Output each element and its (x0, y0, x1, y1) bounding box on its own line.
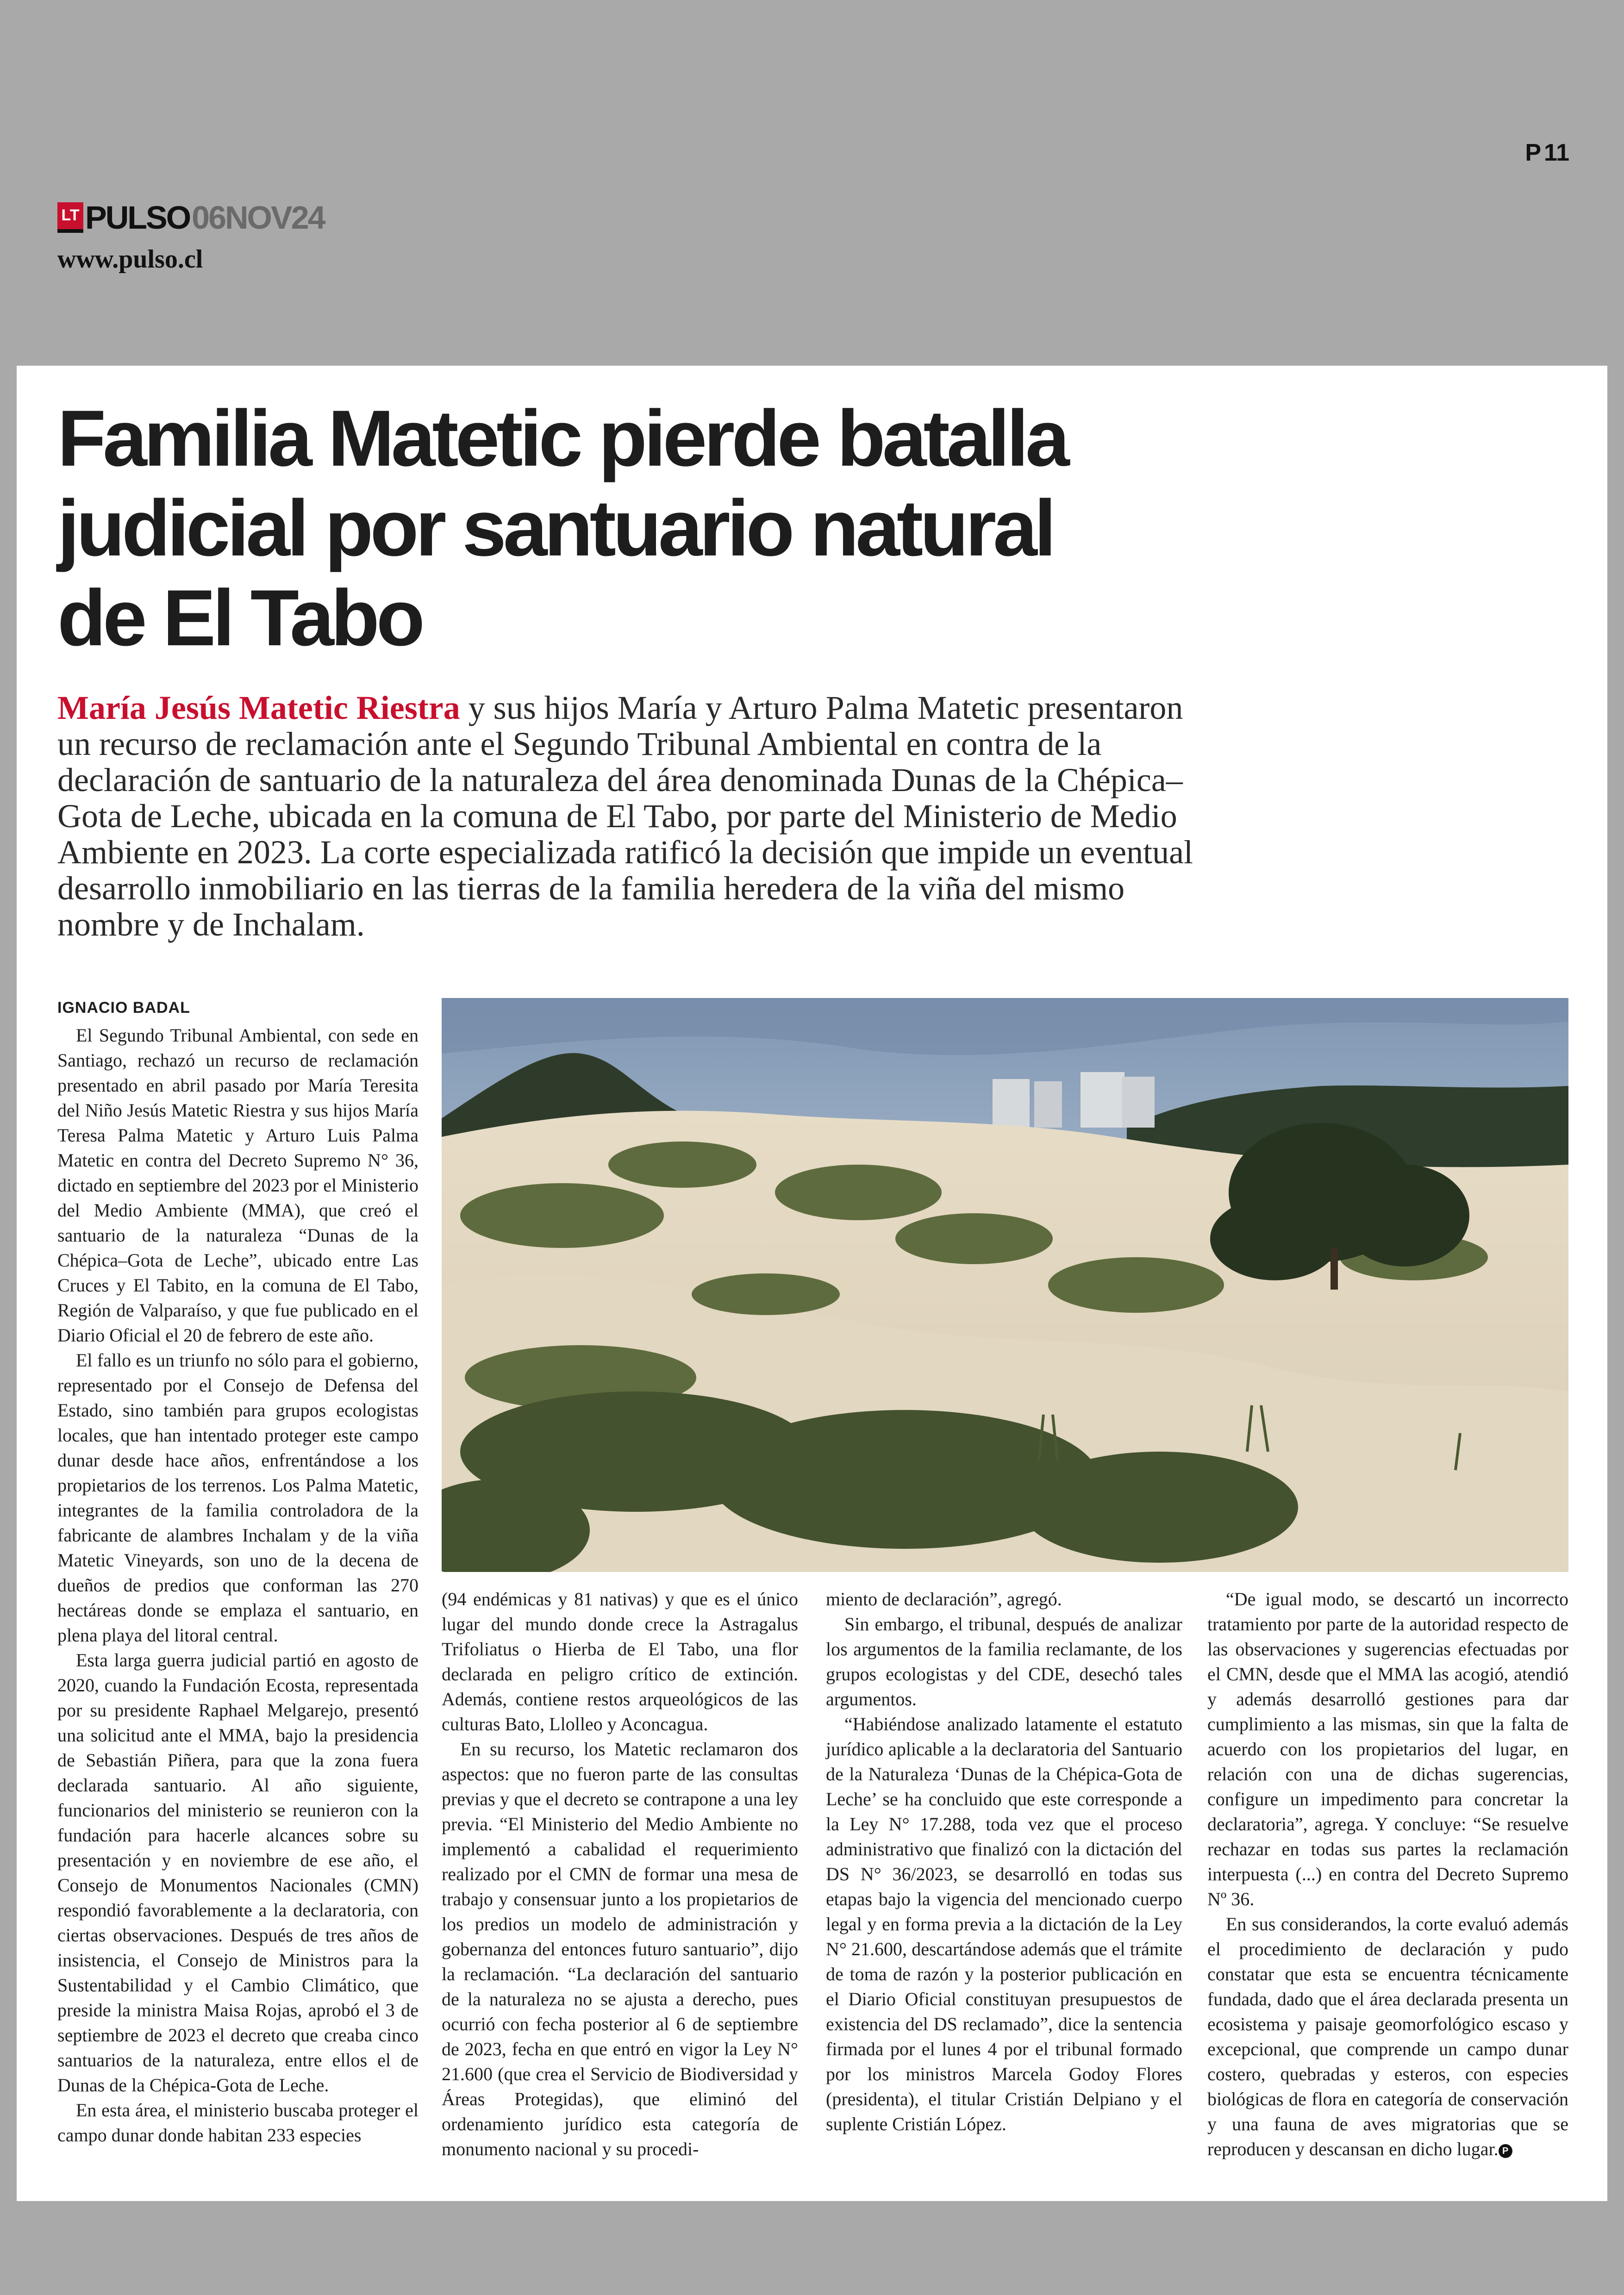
body-column-3 (826, 1587, 1182, 2137)
body-paragraph: En su recurso, los Matetic reclamaron dos aspectos: que no fueron parte de las consultas previas y que el decreto se contrapone a una ley previa. “El Ministerio del Medio Ambiente no implementó a cabalidad el requerimiento realizado por el CMN de formar una mesa de trabajo y consensuar junto a los propietarios de los predios un modelo de administración y gobernanza del entonces futuro santuario”, dijo la reclamación. “La declaración del santuario de la naturaleza no se ajusta a derecho, pues ocurrió con fecha posterior al 6 de septiembre de 2023, fecha en que entró en vigor la Ley N° 21.600 (que crea el Servicio de Biodiversidad y Áreas Protegidas), que eliminó del ordenamiento jurídico esta categoría de monumento nacional y su procedi- (442, 1739, 798, 2159)
lt-logo-icon: LT (57, 202, 83, 233)
masthead (57, 199, 325, 236)
dunes-landscape-image (442, 998, 1568, 1572)
deck-highlight-name: María Jesús Matetic Riestra (57, 689, 460, 726)
article-page (17, 366, 1607, 2201)
body-paragraph: (94 endémicas y 81 nativas) y que es el único lugar del mundo donde crece la Astragalus Trifoliatus o Hierba de El Tabo, una flor declarada en peligro crítico de extinción. Además, contiene restos arqueológicos de las culturas Bato, Llolleo y Aconcagua. (442, 1589, 798, 1734)
deck-text: y sus hijos María y Arturo Palma Matetic presentaron un recurso de reclamación ante el Segundo Tribunal Ambiental en contra de la declaración de santuario de la naturaleza del área denominada Dunas de la Chépica–Gota de Leche, ubicada en la comuna de El Tabo, por parte del Ministerio de Medio Ambiente en 2023. La corte especializada ratificó la decisión que impide un eventual desarrollo inmobiliario en las tierras de la familia heredera de la viña del mismo nombre y de Inchalam. (57, 689, 1193, 943)
article-deck (57, 690, 1206, 942)
body-paragraph: Sin embargo, el tribunal, después de analizar los argumentos de la familia reclamante, de los grupos ecologistas y del CDE, desechó tales argumentos. (826, 1614, 1182, 1709)
body-column-2 (442, 1587, 798, 2162)
body-paragraph: “De igual modo, se descartó un incorrecto tratamiento por parte de la autoridad respecto de las observaciones y sugerencias efectuadas por el CMN, desde que el MMA las acogió, atendió y además desarrolló gestiones para dar cumplimiento a las mismas, sin que la falta de acuerdo con los propietarios del lugar, en relación con una de dichas sugerencias, configure un impedimento para concretar la declaratoria”, agrega. Y concluye: “Se resuelve rechazar en todas sus partes la reclamación interpuesta (...) en contra del Decreto Supremo Nº 36. (1207, 1589, 1568, 1909)
issue-date: 06NOV24 (192, 200, 325, 236)
body-column-1 (57, 995, 418, 2148)
page-number-value: 11 (1544, 139, 1569, 166)
page-number (1525, 139, 1569, 167)
body-column-4 (1207, 1587, 1568, 2162)
body-paragraph-text: En sus considerandos, la corte evaluó además el procedimiento de declaración y pudo constatar que esta se encuentra técnicamente fundada, dado que el área declarada presenta un ecosistema y paisaje geomorfológico escaso y excepcional, que comprende un campo dunar costero, quebradas y esteros, con especies biológicas de flora en categoría de conservación y una fauna de aves migratorias que se reproducen y descansan en dicho lugar. (1207, 1914, 1568, 2159)
body-paragraph: miento de declaración”, agregó. (826, 1589, 1062, 1609)
body-paragraph: En esta área, el ministerio buscaba proteger el campo dunar donde habitan 233 especies (57, 2100, 418, 2145)
headline (57, 393, 1215, 663)
headline-line: de El Tabo (57, 574, 422, 662)
body-paragraph: El Segundo Tribunal Ambiental, con sede en Santiago, rechazó un recurso de reclamación presentado en abril pasado por María Teresita del Niño Jesús Matetic Riestra y sus hijos María Teresa Palma Matetic y Arturo Luis Palma Matetic en contra del Decreto Supremo N° 36, dictado en septiembre del 2023 por el Ministerio del Medio Ambiente (MMA), que creó el santuario de la naturaleza “Dunas de la Chépica–Gota de Leche”, ubicado entre Las Cruces y El Tabito, en la comuna de El Tabo, Región de Valparaíso, y que fue publicado en el Diario Oficial el 20 de febrero de este año. (57, 1025, 418, 1346)
dunes-photo (442, 998, 1568, 1572)
body-paragraph: Esta larga guerra judicial partió en agosto de 2020, cuando la Fundación Ecosta, representada por su presidente Raphael Melgarejo, presentó una solicitud ante el MMA, bajo la presidencia de Sebastián Piñera, para que la zona fuera declarada santuario. Al año siguiente, funcionarios del ministerio se reunieron con la fundación para hacerle alcances sobre su presentación y en noviembre de ese año, el Consejo de Monumentos Nacionales (CMN) respondió favorablemente a la declaratoria, con ciertas observaciones. Después de tres años de insistencia, el Consejo de Ministros para la Sustentabilidad y el Cambio Climático, que preside la ministra Maisa Rojas, aprobó el 3 de septiembre de 2023 el decreto que creaba cinco santuarios de la naturaleza, entre ellos el de Dunas de la Chépica-Gota de Leche. (57, 1650, 418, 2095)
body-paragraph: El fallo es un triunfo no sólo para el gobierno, representado por el Consejo de Defensa del Estado, sino también para grupos ecologistas locales, que han intentado proteger este campo dunar desde hace años, enfrentándose a los propietarios de los terrenos. Los Palma Matetic, integrantes de la familia controladora de la fabricante de alambres Inchalam y de la viña Matetic Vineyards, son uno de la decena de dueños de predios que conforman las 270 hectáreas donde se emplaza el santuario, en plena playa del litoral central. (57, 1350, 418, 1646)
body-paragraph (1207, 1912, 1568, 2162)
end-of-article-icon: P (1499, 2144, 1512, 2158)
headline-line: judicial por santuario natural (57, 484, 1053, 573)
website-link[interactable]: www.pulso.cl (57, 245, 203, 274)
brand-name: PULSO (85, 200, 190, 236)
headline-line: Familia Matetic pierde batalla (57, 394, 1067, 483)
byline: IGNACIO BADAL (57, 999, 190, 1017)
body-paragraph: “Habiéndose analizado latamente el estatuto jurídico aplicable a la declaratoria del Santuario de la Naturaleza ‘Dunas de la Chépica-Gota de Leche’ se ha concluido que este corresponde a la Ley N° 17.288, toda vez que el proceso administrativo que finalizó con la dictación del DS N° 36/2023, se desarrolló en todas sus etapas bajo la vigencia del mencionado cuerpo legal y en forma previa a la dictación de la Ley N° 21.600, descartándose además que el trámite de toma de razón y la posterior publicación en el Diario Oficial constituyan presupuestos de existencia del DS reclamado”, dice la sentencia firmada por el lunes 4 por el tribunal formado por los ministros Marcela Godoy Flores (presidenta), el titular Cristián Delpiano y el suplente Cristián López. (826, 1714, 1182, 2134)
pulso-p-icon: P (1525, 139, 1542, 166)
